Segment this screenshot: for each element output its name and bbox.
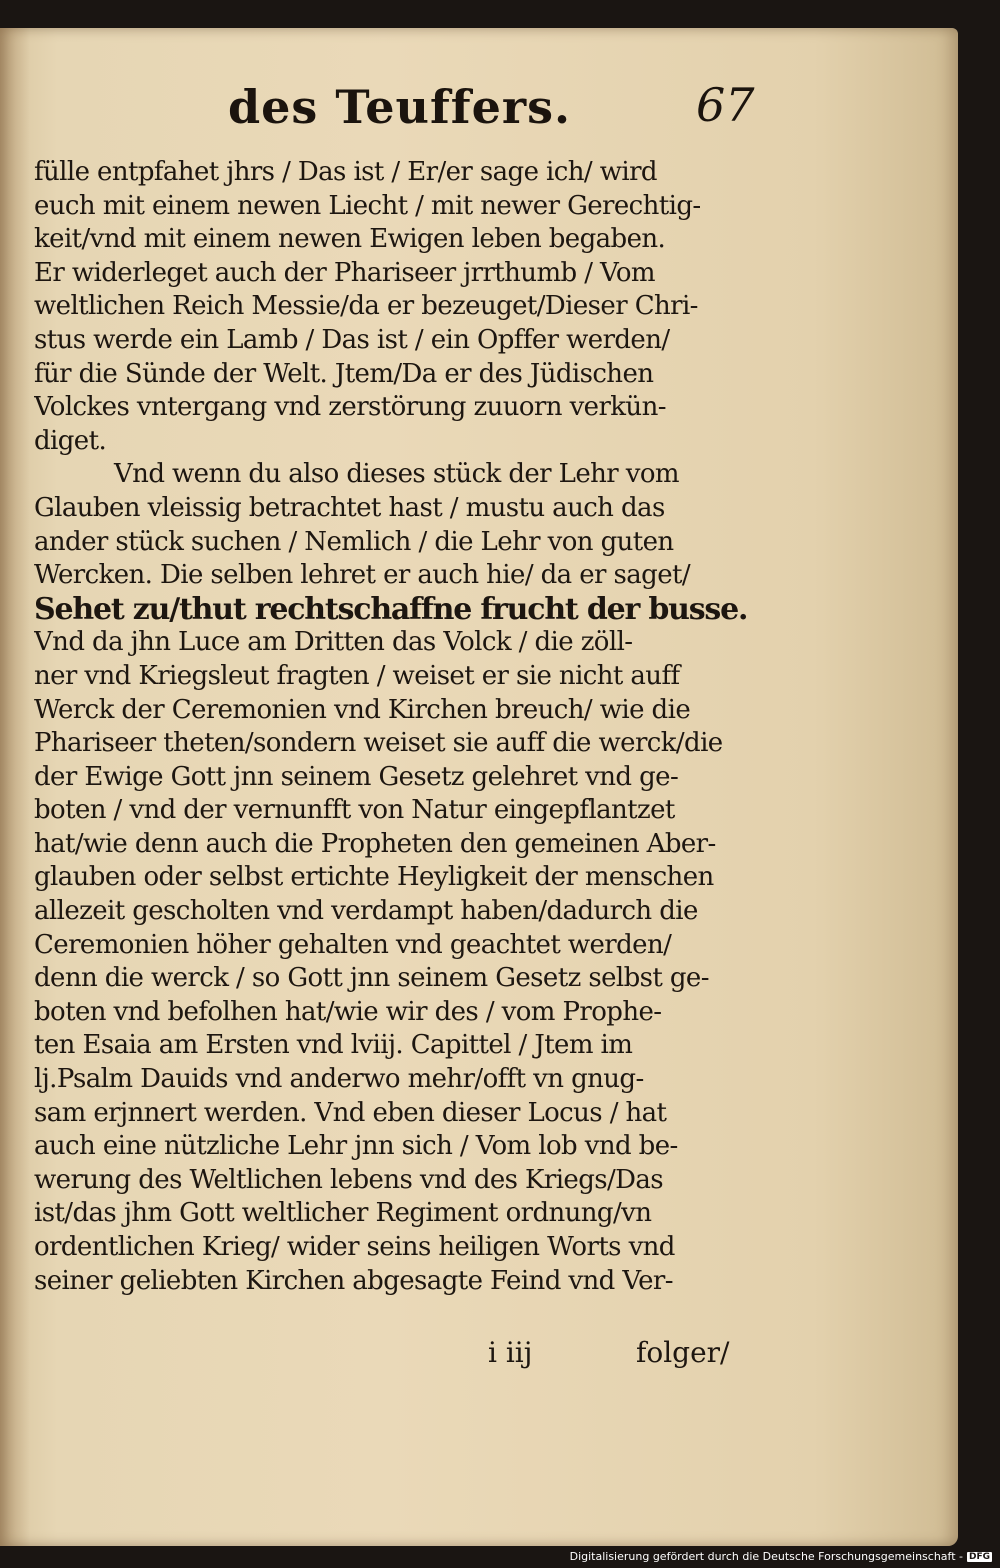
text-line: denn die werck / so Gott jnn seinem Gesetz selbst ge- [34,963,709,994]
text-line: Vnd wenn du also dieses stück der Lehr vom [114,459,679,490]
text-line: ner vnd Kriegsleut fragten / weiset er sie nicht auff [34,660,680,691]
text-line: auch eine nützliche Lehr jnn sich / Vom lob vnd be- [34,1131,678,1162]
book-page [0,28,958,1546]
text-line: stus werde ein Lamb / Das ist / ein Opffer werden/ [34,324,670,355]
text-line: boten vnd befolhen hat/wie wir des / vom Prophe- [34,996,662,1027]
text-line: werung des Weltlichen lebens vnd des Kriegs/Das [34,1164,664,1195]
text-line: Ceremonien höher gehalten vnd geachtet werden/ [34,929,672,960]
text-line: ander stück suchen / Nemlich / die Lehr von guten [34,526,674,557]
text-line: sam erjnnert werden. Vnd eben dieser Locus / hat [34,1097,667,1128]
text-line: Werck der Ceremonien vnd Kirchen breuch/ wie die [34,694,691,725]
text-line: seiner geliebten Kirchen abgesagte Feind vnd Ver- [34,1265,673,1296]
page-footer [488,1336,788,1376]
text-line: Volckes vntergang vnd zerstörung zuuorn verkün- [34,392,666,423]
text-line: ordentlichen Krieg/ wider seins heiligen Worts vnd [34,1232,675,1262]
dfg-logo: DFG [968,1551,990,1562]
running-head: des Teuffers. [228,80,571,134]
text-line: ist/das jhm Gott weltlicher Regiment ordnung/vn [34,1198,652,1229]
text-line: allezeit gescholten vnd verdampt haben/dadurch die [34,896,698,927]
body-text [34,156,760,1298]
text-line: weltlichen Reich Messie/da er bezeuget/Dieser Chri- [34,291,698,322]
text-line: Vnd da jhn Luce am Dritten das Volck / die zöll- [34,627,633,658]
text-line: Wercken. Die selben lehret er auch hie/ da er saget/ [34,560,691,591]
text-line: fülle entpfahet jhrs / Das ist / Er/er sage ich/ wird [34,157,657,187]
text-line: glauben oder selbst ertichte Heyligkeit der menschen [34,862,714,893]
credit-text: Digitalisierung gefördert durch die Deutsche Forschungsgemeinschaft - [569,1550,963,1563]
text-line: boten / vnd der vernunfft von Natur eingepflantzet [34,795,675,826]
text-line: euch mit einem newen Liecht / mit newer Gerechtig- [34,190,701,221]
page-number: 67 [696,78,755,132]
text-line: Glauben vleissig betrachtet hast / mustu auch das [34,492,665,523]
digitization-credit [570,1550,992,1563]
text-line: keit/vnd mit einem newen Ewigen leben begaben. [34,224,666,255]
text-line: lj.Psalm Dauids vnd anderwo mehr/offt vn gnug- [34,1064,644,1095]
text-line: Phariseer theten/sondern weiset sie auff die werck/die [34,728,723,759]
text-line: Er widerleget auch der Phariseer jrrthumb / Vom [34,257,655,288]
text-line: für die Sünde der Welt. Jtem/Da er des Jüdischen [34,358,654,389]
page-header [0,78,958,148]
emphasized-line: Sehet zu/thut rechtschaffne frucht der busse. [34,592,748,627]
text-line: hat/wie denn auch die Propheten den gemeinen Aber- [34,828,716,859]
page-gutter-shadow [0,28,30,1546]
text-line: ten Esaia am Ersten vnd lviij. Capittel / Jtem im [34,1030,633,1061]
text-line: der Ewige Gott jnn seinem Gesetz gelehret vnd ge- [34,761,679,792]
text-line: diget. [34,425,107,456]
catchword: folger/ [636,1336,730,1369]
signature-mark: i iij [488,1336,533,1369]
